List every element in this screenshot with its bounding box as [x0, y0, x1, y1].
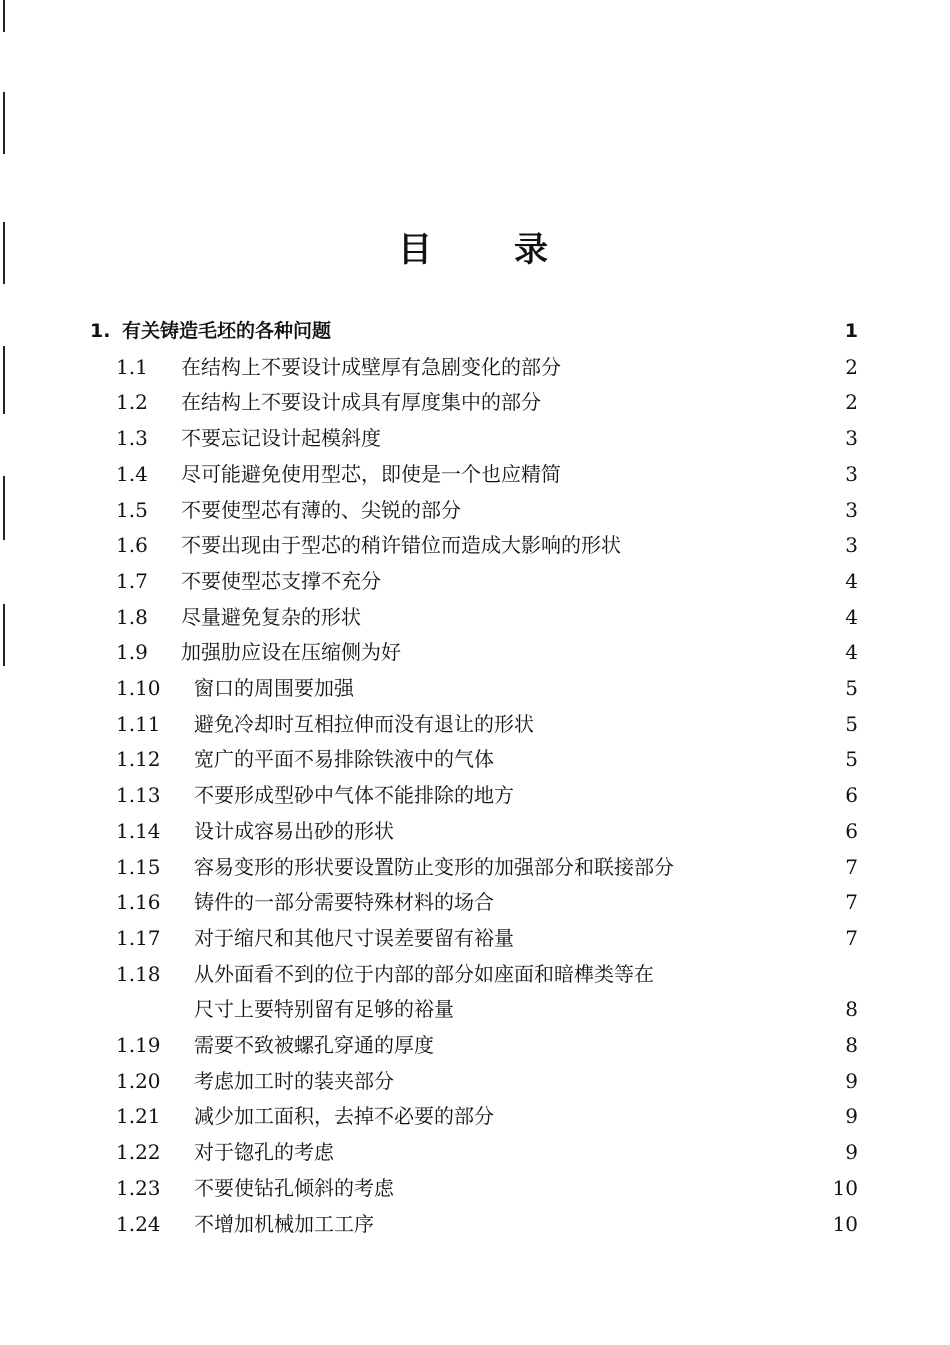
toc-entry-row [0, 884, 950, 920]
toc-page-number: 5 [845, 711, 858, 736]
toc-entry-title: 对于锪孔的考虑 [194, 1140, 334, 1165]
toc-entry-title: 尽可能避免使用型芯，即使是一个也应精简 [181, 461, 561, 486]
toc-entry-title: 在结构上不要设计成壁厚有急剧变化的部分 [181, 354, 561, 379]
toc-entry-number: 1.2 [116, 390, 148, 415]
toc-entry-number: 1.11 [116, 711, 161, 736]
scan-edge-mark [3, 0, 5, 32]
toc-entry-number: 1.17 [116, 925, 161, 950]
toc-page-number: 9 [845, 1140, 858, 1165]
toc-entry-row [0, 1134, 950, 1170]
dot-leader [522, 777, 842, 813]
dot-leader [409, 634, 842, 670]
dot-leader [442, 1027, 842, 1063]
toc-entry-number: 1.18 [116, 961, 161, 986]
toc-entry-title: 宽广的平面不易排除铁液中的气体 [194, 747, 494, 772]
toc-entry-row [0, 634, 950, 670]
toc-entry-row [0, 849, 950, 885]
toc-entry-number: 1.10 [116, 676, 161, 700]
dot-leader [682, 849, 842, 885]
dot-leader [402, 1063, 842, 1099]
toc-entry-title: 减少加工面积，去掉不必要的部分 [194, 1104, 494, 1129]
toc-entry-number: 1.5 [116, 497, 148, 522]
dot-leader [369, 599, 842, 635]
toc-page-number: 4 [845, 640, 858, 665]
toc-entry-number: 1.24 [116, 1211, 161, 1236]
toc-entry-title: 加强肋应设在压缩侧为好 [181, 640, 401, 665]
toc-entry-number: 1.6 [116, 533, 148, 558]
toc-entry-number: 1.21 [116, 1104, 161, 1129]
toc-entry-title: 不增加机械加工工序 [194, 1211, 374, 1236]
toc-entry-title: 对于缩尺和其他尺寸误差要留有裕量 [194, 925, 514, 950]
toc-entry-number: 1.1 [116, 354, 148, 379]
dot-leader [502, 884, 842, 920]
toc-page-number: 2 [845, 390, 858, 415]
toc-entry-title: 窗口的周围要加强 [194, 676, 354, 700]
toc-entry-number: 1.19 [116, 1033, 161, 1057]
dot-leader [522, 920, 842, 956]
toc-entry-row [0, 741, 950, 777]
toc-page-number: 10 [832, 1211, 858, 1236]
toc-page-number: 4 [845, 604, 858, 629]
toc-entry-number: 1.7 [116, 568, 148, 593]
toc-entry-title: 不要忘记设计起模斜度 [181, 426, 381, 451]
toc-entry-title: 不要形成型砂中气体不能排除的地方 [194, 783, 514, 808]
toc-entry-row [0, 1170, 950, 1206]
toc-entry-number: 1.8 [116, 604, 148, 629]
toc-page-number: 7 [845, 890, 858, 915]
toc-entry-row [0, 956, 950, 992]
toc-entry-title: 铸件的一部分需要特殊材料的场合 [194, 890, 494, 915]
toc-entry-title: 需要不致被螺孔穿通的厚度 [194, 1033, 434, 1057]
scan-edge-mark [3, 92, 5, 154]
toc-entry-title: 不要使钻孔倾斜的考虑 [194, 1175, 394, 1200]
toc-page-number: 6 [845, 818, 858, 843]
toc-entry-number: 1.14 [116, 818, 161, 843]
toc-page-number: 5 [845, 747, 858, 772]
toc-page-number: 3 [845, 497, 858, 522]
toc-entry-row [0, 384, 950, 420]
toc-page-number: 4 [845, 568, 858, 593]
toc-page-number: 9 [845, 1068, 858, 1093]
toc-page-number: 5 [845, 676, 858, 700]
toc-entry-row [0, 1027, 950, 1063]
dot-leader [339, 313, 842, 349]
toc-entry-number: 1.15 [116, 854, 161, 879]
toc-entry-number: 1.23 [116, 1175, 161, 1200]
dot-leader [502, 741, 842, 777]
toc-entry-title: 有关铸造毛坯的各种问题 [122, 320, 332, 342]
dot-leader [502, 1098, 842, 1134]
toc-entry-row [0, 420, 950, 456]
toc-entry-row [0, 456, 950, 492]
toc-entry-number: 1.9 [116, 640, 148, 665]
toc-entry-row [0, 920, 950, 956]
dot-leader [402, 813, 842, 849]
toc-entry-title: 不要使型芯支撑不充分 [181, 568, 381, 593]
toc-entry-row [0, 1098, 950, 1134]
dot-leader [362, 670, 842, 706]
dot-leader [549, 384, 842, 420]
toc-page-number: 3 [845, 461, 858, 486]
dot-leader [389, 420, 842, 456]
toc-page-number: 2 [845, 354, 858, 379]
toc-page-number: 8 [845, 1033, 858, 1057]
toc-entry-number: 1.13 [116, 783, 161, 808]
toc-page-number: 8 [845, 997, 858, 1022]
dot-leader [402, 1170, 832, 1206]
toc-entry-number: 1.12 [116, 747, 161, 772]
toc-entry-row [0, 777, 950, 813]
toc-entry-row [0, 492, 950, 528]
toc-entry-title: 不要使型芯有薄的、尖锐的部分 [181, 497, 461, 522]
toc-entry-number: 1.22 [116, 1140, 161, 1165]
toc-entry-title: 尺寸上要特别留有足够的裕量 [194, 997, 454, 1022]
toc-entry-row [0, 599, 950, 635]
toc-entry-title: 从外面看不到的位于内部的部分如座面和暗榫类等在 [194, 961, 654, 986]
toc-page-number: 3 [845, 533, 858, 558]
title-char-1: 目 [398, 230, 436, 270]
toc-entry-title: 容易变形的形状要设置防止变形的加强部分和联接部分 [194, 854, 674, 879]
toc-entry-title: 考虑加工时的装夹部分 [194, 1068, 394, 1093]
toc-entry-row [0, 1063, 950, 1099]
toc-entry-title: 尽量避免复杂的形状 [181, 604, 361, 629]
toc-entry-number: 1.16 [116, 890, 161, 915]
toc-entry-row [0, 706, 950, 742]
dot-leader [462, 991, 842, 1027]
toc-entry-row [0, 349, 950, 385]
toc-entry-title: 设计成容易出砂的形状 [194, 818, 394, 843]
toc-entry-row [0, 670, 950, 706]
toc-entry-row [0, 813, 950, 849]
toc-entry-number: 1.3 [116, 426, 148, 451]
dot-leader [569, 349, 842, 385]
toc-entry-number: 1.4 [116, 461, 148, 486]
dot-leader [382, 1206, 832, 1242]
toc-entry-row [0, 527, 950, 563]
toc-page-number: 1 [844, 320, 858, 342]
toc-page-number: 7 [845, 925, 858, 950]
toc-entry-row [0, 1206, 950, 1242]
dot-leader [469, 492, 842, 528]
toc-page-number: 6 [845, 783, 858, 808]
toc-entry-number: 1.20 [116, 1068, 161, 1093]
dot-leader [542, 706, 842, 742]
dot-leader [569, 456, 842, 492]
toc-entry-row [0, 991, 950, 1027]
toc-chapter-row [0, 313, 950, 349]
dot-leader [342, 1134, 842, 1170]
toc-page-number: 10 [832, 1175, 858, 1200]
toc-entry-number: 1. [90, 320, 111, 342]
page-title [0, 222, 950, 271]
toc-entry-title: 不要出现由于型芯的稍许错位而造成大影响的形状 [181, 533, 621, 558]
toc-page-number: 9 [845, 1104, 858, 1129]
toc-page-number: 3 [845, 426, 858, 451]
dot-leader [389, 563, 842, 599]
toc-entry-title: 避免冷却时互相拉伸而没有退让的形状 [194, 711, 534, 736]
toc-entry-row [0, 563, 950, 599]
dot-leader [629, 527, 842, 563]
toc-page-number: 7 [845, 854, 858, 879]
title-char-2: 录 [514, 230, 552, 270]
toc-entry-title: 在结构上不要设计成具有厚度集中的部分 [181, 390, 541, 415]
